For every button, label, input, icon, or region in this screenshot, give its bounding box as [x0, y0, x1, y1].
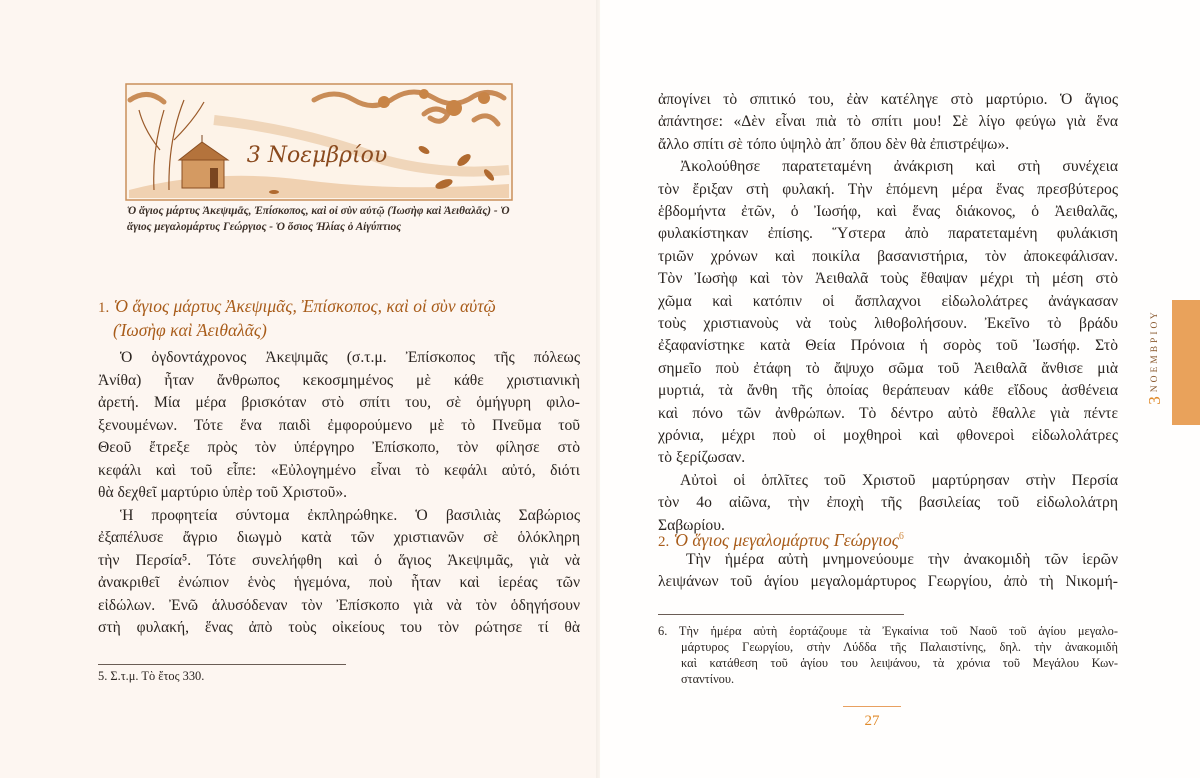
- heading-number: 1.: [98, 300, 110, 316]
- text-line: ἑβδομήντα ἐτῶν, ὁ Ἰωσήφ, καὶ ἕνας διάκονος, ὁ Ἀειθαλᾶς,: [658, 203, 1118, 220]
- text-line: τὸ ξερίζωσαν.: [658, 449, 746, 467]
- text-line: λειψάνων τοῦ ἁγίου μεγαλομάρτυρος Γεωργίου, ἀπὸ τὴ Νικομή-: [658, 573, 1118, 591]
- footnote-divider: [658, 614, 904, 615]
- text-line: ἄλλο σπίτι σὲ τόπο ὑψηλὸ ἀπ᾽ ὅπου δὲν θὰ ἐπιστρέψω».: [658, 135, 1010, 153]
- text-line: κεφάλι καὶ τοῦ εἶπε: «Εὐλογημένο εἶναι τὸ κεφάλι αὐτό, διότι: [98, 461, 580, 479]
- text-line: Τὸν Ἰωσὴφ καὶ τὸν Ἀειθαλᾶ τοὺς ἔθαψαν μέχρι τὴ μέση στὸ: [658, 270, 1118, 288]
- illustration-caption: Ὁ ἅγιος μάρτυς Ἀκεψιμᾶς, Ἐπίσκοπος, καὶ οἱ σὺν αὐτῷ (Ἰωσὴφ καὶ Ἀειθαλᾶς) - Ὁ ἅγιος μεγαλομάρτυς Γεώργιος - Ὁ ὅσιος Ἠλίας ὁ Αἰγύπτιος: [127, 205, 510, 233]
- thumb-tab: [1172, 300, 1200, 425]
- text-line: εἰδώλων. Ἐνῶ ἁλυσόδεναν τὸν Ἐπίσκοπο γιὰ νὰ τὸν ὁδηγήσουν: [98, 596, 580, 614]
- text-line: μυρτιά, τὰ ἄνθη τῆς ὁποίας θεράπευαν κάθε εἴδους ἀσθένεια: [658, 382, 1118, 400]
- text-line: σημεῖο ποὺ ἐτάφη τὸ ἄψυχο σῶμα τοῦ Ἀειθαλᾶ ἄνθισε μιὰ: [658, 359, 1118, 377]
- text-line: ἐξαφανίστηκε κατὰ Θεία Πρόνοια ἡ σορὸς τοῦ Ἰωσήφ. Στὸ: [658, 337, 1118, 355]
- text-line: τὸν 4ο αἰῶνα, τὴν ἐποχὴ τῆς βασιλείας τοῦ εἰδωλολάτρη: [658, 494, 1118, 512]
- text-line: στὴ φυλακή, ἕνας ἀπὸ τοὺς οἰκείους του τὸν ρώτησε τί θὰ: [98, 619, 580, 636]
- footnote-line: καὶ κατάθεση τοῦ ἁγίου του λειψάνου, τὰ χρόνια τοῦ Μεγάλου Κων-: [681, 656, 1118, 670]
- text-line: ξενουμένων. Τότε ἕνα παιδὶ ἐμφορούμενο μὲ τὸ Πνεῦμα τοῦ: [98, 416, 580, 434]
- text-line: Ἡ προφητεία σύντομα ἐκπληρώθηκε. Ὁ βασιλιὰς Σαβώριος: [120, 506, 580, 524]
- text-line: τριῶν χρόνων καὶ ποικίλα βασανιστήρια, τὸν ἀποκεφάλισαν.: [658, 247, 1118, 265]
- text-line: Ἀνίθα) ἦταν ἄνθρωπος κεκοσμημένος μὲ κάθε χριστιανικὴ: [98, 371, 580, 389]
- text-line: θὰ δεχθεῖ μαρτύριο ὑπὲρ τοῦ Χριστοῦ».: [98, 484, 348, 501]
- footnote-divider: [98, 664, 346, 665]
- footnote-line: 5. Σ.τ.μ. Τὸ ἔτος 330.: [98, 669, 205, 683]
- text-line: Ὁ ὀγδοντάχρονος Ἀκεψιμᾶς (σ.τ.μ. Ἐπίσκοπος τῆς πόλεως: [120, 349, 580, 366]
- text-line: χῶμα καὶ κατόπιν οἱ ἄσπλαχνοι εἰδωλολάτρες ἀνάγκασαν: [658, 292, 1118, 310]
- illustration-title: 3 Νοεμβρίου: [246, 143, 388, 168]
- text-line: Αὐτοὶ οἱ ὁπλῖτες τοῦ Χριστοῦ μαρτύρησαν στὴν Περσία: [680, 471, 1118, 489]
- text-line: Ἀκολούθησε παρατεταμένη ἀνάκριση καὶ στὴ συνέχεια: [680, 158, 1118, 176]
- text-line: ἀπάντησε: «Δὲν εἶναι πιὰ τὸ σπίτι μου! Σὲ λίγο φεύγω γιὰ ἕνα: [658, 113, 1118, 131]
- section-heading-1: [98, 294, 496, 320]
- text-line: καὶ πόνο τῶν ἀνθρώπων. Τὸ δέντρο αὐτὸ ἔθαλλε γιὰ πέντε: [658, 404, 1118, 422]
- book-spine: [596, 0, 604, 778]
- footnote-ref: 6: [898, 531, 904, 542]
- heading-title: Ὁ ἅγιος μεγαλομάρτυς Γεώργιος: [673, 529, 899, 550]
- tab-month: ΝΟΕΜΒΡΙΟΥ: [1150, 309, 1160, 393]
- text-line: ἐξαπέλυσε ἄγριο διωγμὸ κατὰ τῶν χριστιανῶν σὲ ὁλόκληρη: [98, 529, 580, 546]
- text-line: τοὺς χριστιανοὺς νὰ τοὺς λιθοβολήσουν. Ἐκεῖνο τὸ βράδυ: [658, 315, 1118, 332]
- page-number-rule: [843, 706, 901, 707]
- text-line: ἀρετή. Μία μέρα βρισκόταν στὸ σπίτι του, σὲ ὁμήγυρη φιλο-: [98, 394, 580, 411]
- text-line: ἀνακριθεῖ ἐνώπιον ἑνὸς ἡγεμόνα, ποὺ ἦταν καὶ ἱερέας τῶν: [98, 574, 580, 591]
- footnote-line: μάρτυρος Γεωργίου, στὴν Λύδδα τῆς Παλαιστίνης, δηλ. τὴν ἀνακομιδὴ: [681, 640, 1118, 654]
- page-number: 27: [864, 713, 880, 729]
- heading-title-line1: Ὁ ἅγιος μάρτυς Ἀκεψιμᾶς, Ἐπίσκοπος, καὶ οἱ σὺν αὐτῷ: [113, 296, 496, 316]
- text-line: ἀπογίνει τὸ σπιτικό του, ἐὰν κατέληγε στὸ μαρτύριο. Ὁ ἅγιος: [658, 91, 1118, 108]
- autumn-chapel-illustration: [124, 80, 514, 204]
- footnote-line: 6. Τὴν ἡμέρα αὐτὴ ἑορτάζουμε τὰ Ἐγκαίνια τοῦ Ναοῦ τοῦ ἁγίου μεγαλο-: [658, 624, 1118, 638]
- tab-day: 3: [1145, 396, 1164, 405]
- heading-number: 2.: [658, 533, 670, 550]
- text-line: τὴν Περσία⁵. Τότε συνελήφθη καὶ ὁ ἅγιος Ἀκεψιμᾶς, γιὰ νὰ: [98, 551, 580, 569]
- thumb-tab-label: [1145, 302, 1165, 412]
- heading-title-line2: (Ἰωσὴφ καὶ Ἀειθαλᾶς): [113, 320, 267, 340]
- text-line: Τὴν ἡμέρα αὐτὴ μνημονεύουμε τὴν ἀνακομιδὴ τῶν ἱερῶν: [686, 551, 1118, 568]
- text-line: χρόνια, μέχρι ποὺ οἱ μοχθηροὶ καὶ φθονεροὶ εἰδωλολάτρες: [658, 427, 1118, 444]
- text-line: Σαβωρίου.: [658, 516, 725, 534]
- footnote-line: σταντίνου.: [681, 672, 735, 686]
- text-line: Θεοῦ ἔτρεξε πρὸς τὸν ὑπέργηρο Ἐπίσκοπο, τὸν φίλησε στὸ: [98, 439, 580, 456]
- text-line: τὸν ἔριξαν στὴ φυλακή. Τὴν ἑπόμενη μέρα ἕνας πρεσβύτερος: [658, 180, 1118, 198]
- text-line: φυλακίστηκαν ἐπίσης. Ὕστερα ἀπὸ παρατεταμένη φυλάκιση: [658, 225, 1118, 243]
